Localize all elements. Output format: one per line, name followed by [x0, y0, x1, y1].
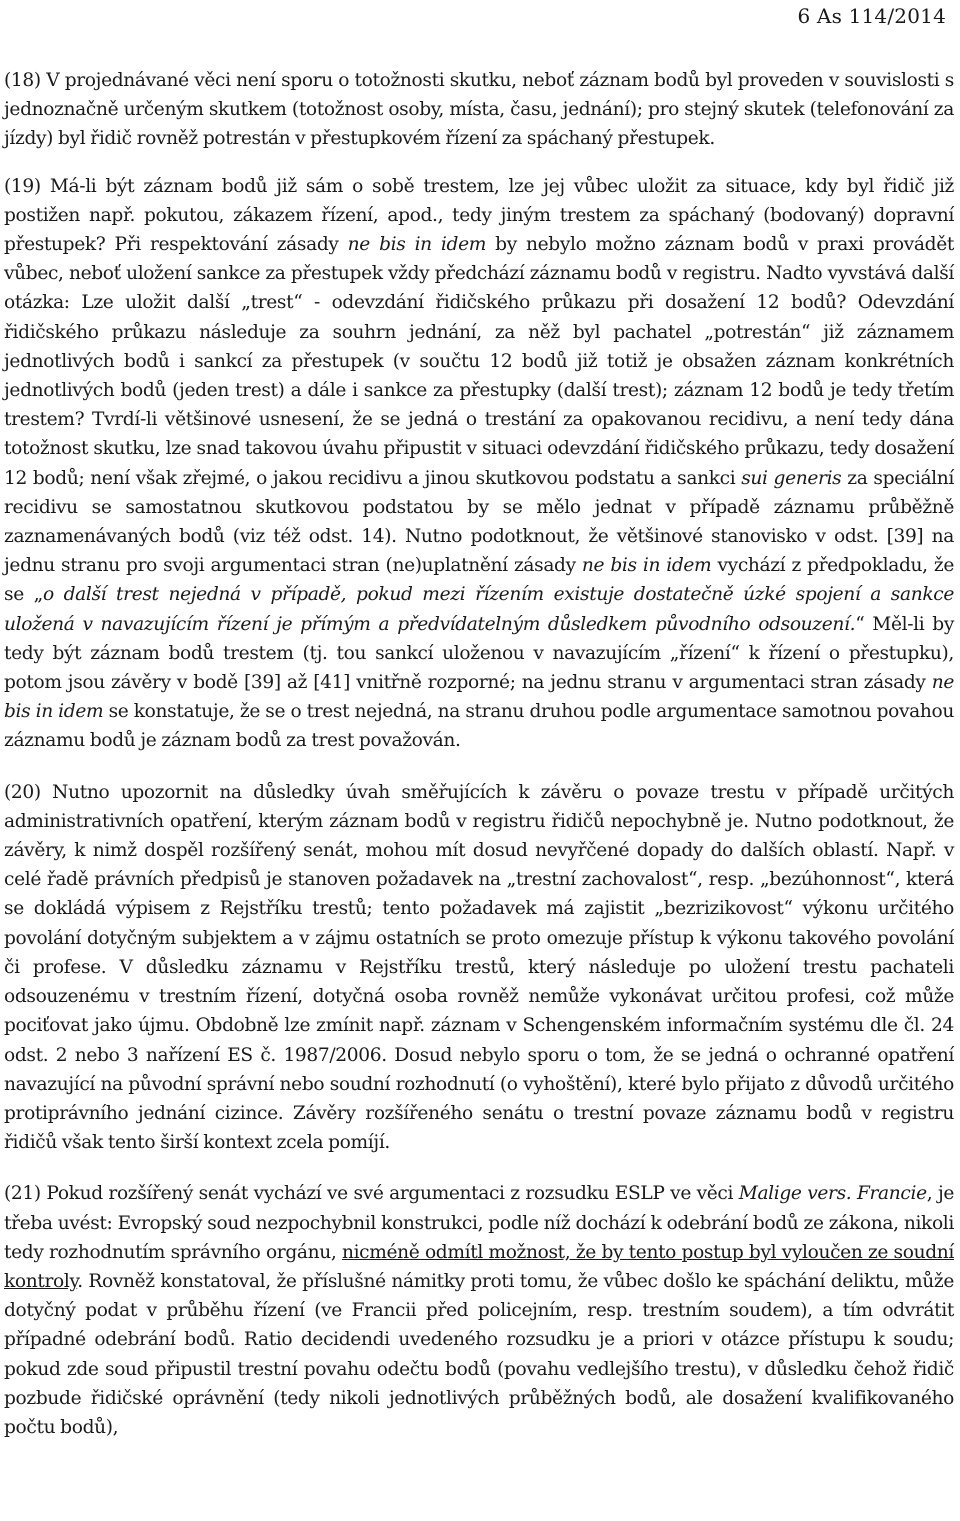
paragraph-19-text-2: by nebylo možno záznam bodů v praxi provádět vůbec, neboť uložení sankce za přestupek vždy předchází záznamu bodů v registru. Nadto vyvstává další otázka: Lze uložit další „trest“ - odevzdání řidičského průkazu při dosažení 12 bodů? Odevzdání řidičského průkazu následuje za souhrn jednání, za něž byl pachatel „potrestán“ již záznamem jednotlivých bodů i sankcí za přestupek (v součtu 12 bodů již totiž je obsažen záznam konkrétních jednotlivých bodů (jeden trest) a dále i sankce za přestupky (další trest); záznam 12 bodů je tedy třetím trestem? Tvrdí-li většinové usnesení, že se jedná o trestání za opakovanou recidivu, a není tedy dána totožnost skutku, lze snad takovou úvahu připustit v situaci odevzdání řidičského průkazu, tedy dosažení 12 bodů; není však zřejmé, o jakou recidivu a jinou skutkovou podstatu a sankci — [4, 234, 954, 489]
page-number: 6 As 114/2014 — [797, 4, 946, 28]
paragraph-19-text-6: se konstatuje, že se o trest nejedná, na stranu druhou podle argumentace samotnou povahou záznamu bodů je záznam bodů za trest považován. — [4, 701, 954, 752]
document-body — [4, 66, 954, 1442]
paragraph-19-emphasis-3: ne bis in idem — [581, 555, 712, 577]
paragraph-21-text-1: (21) Pokud rozšířený senát vychází ve své argumentaci z rozsudku ESLP ve věci — [4, 1183, 739, 1205]
paragraph-19-text-5: “ Měl-li by tedy být záznam bodů trestem (tj. tou sankcí uloženou v navazujícím „řízení“ k řízení o přestupku), potom jsou závěry v bodě [39] až [41] vnitřně rozporné; na jednu stranu v argumentaci stran zásady — [4, 613, 954, 694]
paragraph-21 — [4, 1179, 954, 1442]
paragraph-21-underlined: nicméně odmítl možnost, že by tento postup byl vyloučen ze soudní kontroly — [4, 1241, 954, 1292]
paragraph-19-text-4: vychází z předpokladu, že se „ — [4, 555, 954, 606]
paragraph-19-emphasis-5: ne bis in idem — [4, 672, 954, 723]
paragraph-19-quotation: o další trest nejedná v případě, pokud mezi řízením existuje dostatečně úzké spojení a sankce uložená v navazujícím řízení je přímým a předvídatelným důsledkem původního odsouzení. — [4, 584, 954, 635]
paragraph-19-emphasis-2: sui generis — [741, 467, 842, 489]
paragraph-19-text-3: za speciální recidivu se samostatnou skutkovou podstatou by se mělo jednat v případě záznamu průběžně zaznamenávaných bodů (viz též odst. 14). Nutno podotknout, že většinové stanovisko v odst. [39] na jednu stranu pro svoji argumentaci stran (ne)uplatnění zásady — [4, 467, 955, 577]
paragraph-20: (20) Nutno upozornit na důsledky úvah směřujících k závěru o povaze trestu v případě určitých administrativních opatření, kterým záznam bodů v registru řidičů nepochybně je. Nutno podotknout, že závěry, k nimž dospěl rozšířený senát, mohou mít dosud nevyřčené dopady do dalších oblastí. Např. v celé řadě právních předpisů je stanoven požadavek na „trestní zachovalost“, resp. „bezúhonnost“, která se dokládá výpisem z Rejstříku trestů; tento požadavek má zajistit „bezrizikovost“ výkonu určitého povolání dotyčným subjektem a v zájmu ostatních se proto omezuje přístup k výkonu takového povolání či profese. V důsledku záznamu v Rejstříku trestů, který následuje po uložení trestu pachateli odsouzenému v trestním řízení, dotyčná osoba rovněž nemůže vykonávat určitou profesi, což může pociťovat jako újmu. Obdobně lze zmínit např. záznam v Schengenském informačním systému dle čl. 24 odst. 2 nebo 3 nařízení ES č. 1987/2006. Dosud nebylo sporu o tom, že se jedná o ochranné opatření navazující na původní správní nebo soudní rozhodnutí (o vyhoštění), které bylo přijato z důvodů určitého protiprávního jednání cizince. Závěry rozšířeného senátu o trestní povaze záznamu bodů v registru řidičů však tento širší kontext zcela pomíjí. — [4, 781, 954, 1154]
paragraph-18: (18) V projednávané věci není sporu o totožnosti skutku, neboť záznam bodů byl proveden v souvislosti s jednoznačně určeným skutkem (totožnost osoby, místa, času, jednání); pro stejný skutek (telefonování za jízdy) byl řidič rovněž potrestán v přestupkovém řízení za spáchaný přestupek. — [4, 70, 954, 150]
paragraph-21-text-3: . Rovněž konstatoval, že příslušné námitky proti tomu, že vůbec došlo ke spáchání deliktu, může dotyčný podat v průběhu řízení (ve Francii před policejním, resp. trestním soudem), a tím odvrátit případné odebrání bodů. Ratio decidendi uvedeného rozsudku je a priori v otázce přístupu k soudu; pokud zde soud připustil trestní povahu odečtu bodů (povahu vedlejšího trestu), v důsledku čehož řidič pozbude řidičské oprávnění (tedy nikoli jednotlivých průběžných bodů, ale dosažení kvalifikovaného počtu bodů), — [4, 1270, 954, 1438]
paragraph-19-text-1: (19) Má-li být záznam bodů již sám o sobě trestem, lze jej vůbec uložit za situace, kdy byl řidič již postižen např. pokutou, zákazem řízení, apod., tedy jiným trestem za spáchaný (bodovaný) dopravní přestupek? Při respektování zásady — [4, 175, 954, 256]
paragraph-19 — [4, 172, 954, 756]
paragraph-21-case-name: Malige vers. Francie — [738, 1183, 927, 1205]
paragraph-19-emphasis-1: ne bis in idem — [347, 234, 487, 256]
paragraph-21-text-2: , je třeba uvést: Evropský soud nezpochybnil konstrukci, podle níž dochází k odebrání bodů ze zákona, nikoli tedy rozhodnutím správního orgánu, — [4, 1183, 955, 1263]
